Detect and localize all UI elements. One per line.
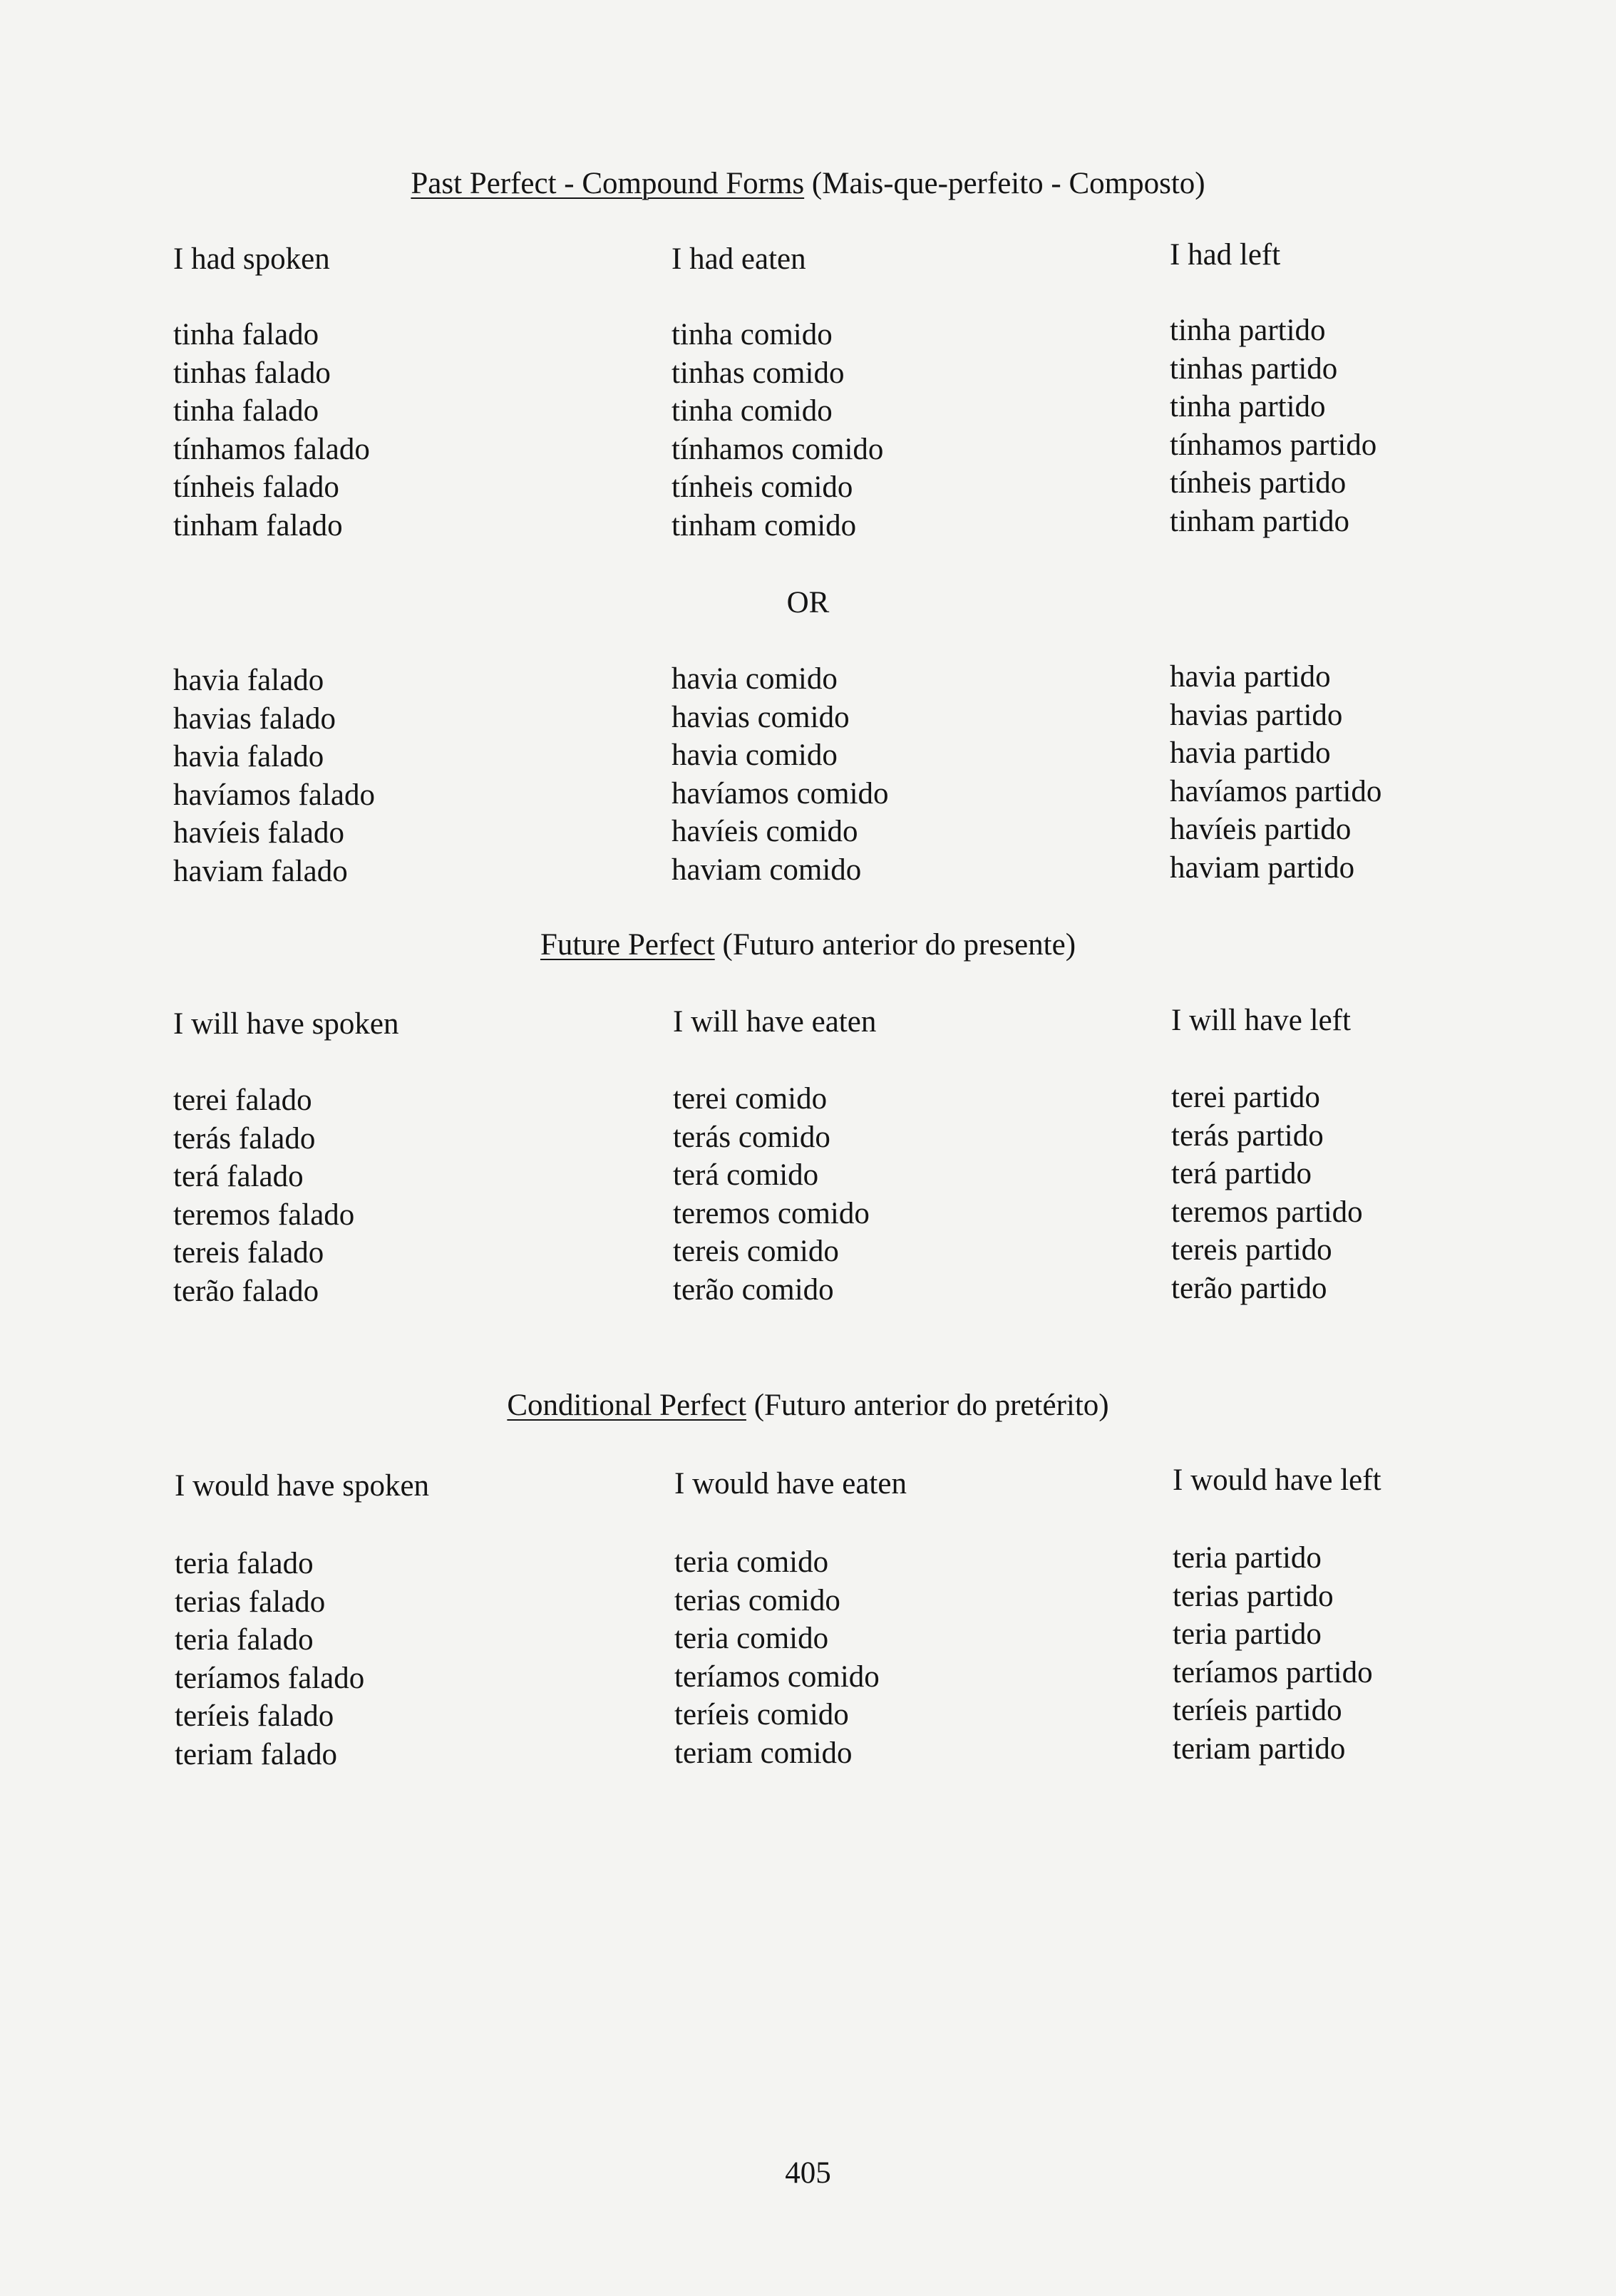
list-item: tinha comido bbox=[671, 394, 833, 428]
column-header: I would have left bbox=[1173, 1463, 1381, 1497]
list-item: terás falado bbox=[173, 1121, 316, 1155]
section-subtitle: (Futuro anterior do pretérito) bbox=[753, 1389, 1109, 1422]
section-title: Conditional Perfect bbox=[507, 1389, 746, 1422]
column-header: I will have eaten bbox=[673, 1005, 877, 1039]
list-item: tereis comido bbox=[673, 1235, 839, 1269]
list-item: teria partido bbox=[1173, 1617, 1322, 1652]
list-item: terei comido bbox=[673, 1082, 828, 1116]
list-item: haviam partido bbox=[1170, 850, 1355, 885]
list-item: tínheis falado bbox=[173, 470, 339, 505]
conjugation-list bbox=[175, 1545, 364, 1774]
list-item: tinha comido bbox=[671, 318, 833, 351]
list-item: teria partido bbox=[1173, 1541, 1322, 1575]
section-heading-past-perfect bbox=[0, 165, 1616, 203]
list-item: tinhas comido bbox=[671, 356, 845, 390]
list-item: terias comido bbox=[674, 1583, 840, 1617]
list-item: teríeis falado bbox=[175, 1699, 334, 1734]
list-item: havias partido bbox=[1170, 698, 1343, 732]
section-subtitle: (Futuro anterior do presente) bbox=[722, 928, 1076, 962]
page-number: 405 bbox=[785, 2156, 831, 2190]
list-item: havíamos falado bbox=[173, 778, 375, 812]
list-item: tinha partido bbox=[1170, 314, 1326, 347]
list-item: tínhamos comido bbox=[671, 432, 884, 466]
list-item: tinham partido bbox=[1170, 504, 1349, 538]
or-separator: OR bbox=[786, 586, 830, 619]
list-item: havíamos partido bbox=[1170, 774, 1382, 808]
conjugation-list-alt bbox=[1170, 658, 1381, 887]
list-item: terias partido bbox=[1173, 1579, 1334, 1613]
list-item: haviam falado bbox=[173, 854, 348, 888]
conjugation-list bbox=[173, 1081, 354, 1311]
list-item: terei partido bbox=[1171, 1081, 1320, 1114]
conjugation-list-alt bbox=[671, 660, 889, 890]
list-item: havia partido bbox=[1170, 660, 1331, 694]
list-item: tinha falado bbox=[173, 318, 319, 351]
list-item: tínhamos falado bbox=[173, 432, 370, 466]
list-item: havia falado bbox=[173, 664, 324, 697]
column-header: I will have spoken bbox=[173, 1007, 399, 1041]
conjugation-list bbox=[1171, 1078, 1363, 1308]
list-item: terei falado bbox=[173, 1083, 312, 1117]
list-item: teria falado bbox=[175, 1547, 314, 1580]
list-item: teríamos partido bbox=[1173, 1655, 1373, 1689]
list-item: teríeis partido bbox=[1173, 1694, 1342, 1728]
conjugation-list bbox=[671, 316, 883, 545]
list-item: havíamos comido bbox=[671, 776, 889, 810]
list-item: teriam partido bbox=[1173, 1731, 1346, 1766]
list-item: teriam falado bbox=[175, 1737, 338, 1771]
list-item: havia partido bbox=[1170, 736, 1331, 771]
section-title: Past Perfect - Compound Forms bbox=[411, 167, 805, 200]
list-item: tínhamos partido bbox=[1170, 428, 1377, 462]
column-header: I would have eaten bbox=[674, 1467, 907, 1500]
column-header: I had left bbox=[1170, 238, 1281, 272]
column-header: I will have left bbox=[1171, 1004, 1351, 1037]
list-item: teria falado bbox=[175, 1623, 314, 1657]
list-item: terá falado bbox=[173, 1160, 304, 1194]
list-item: teremos partido bbox=[1171, 1195, 1363, 1229]
list-item: teremos comido bbox=[673, 1196, 870, 1230]
list-item: tinham falado bbox=[173, 508, 343, 542]
list-item: havias comido bbox=[671, 700, 850, 734]
column-header: I had spoken bbox=[173, 242, 330, 276]
list-item: terias falado bbox=[175, 1585, 326, 1619]
list-item: teremos falado bbox=[173, 1198, 355, 1232]
list-item: terás comido bbox=[673, 1120, 830, 1154]
list-item: tinhas falado bbox=[173, 356, 331, 390]
conjugation-list bbox=[173, 316, 370, 545]
conjugation-list bbox=[674, 1543, 880, 1773]
list-item: terão falado bbox=[173, 1274, 319, 1308]
list-item: teríeis comido bbox=[674, 1698, 849, 1732]
list-item: havia falado bbox=[173, 740, 324, 774]
section-heading-conditional-perfect bbox=[0, 1386, 1616, 1425]
list-item: tínheis comido bbox=[671, 470, 853, 505]
section-subtitle: (Mais-que-perfeito - Composto) bbox=[811, 167, 1205, 200]
list-item: terá comido bbox=[673, 1158, 819, 1193]
section-title: Future Perfect bbox=[540, 928, 715, 962]
list-item: tereis partido bbox=[1171, 1233, 1332, 1267]
list-item: tinha falado bbox=[173, 394, 319, 428]
list-item: tereis falado bbox=[173, 1236, 324, 1270]
list-item: havia comido bbox=[671, 662, 838, 696]
list-item: haviam comido bbox=[671, 853, 862, 887]
conjugation-list bbox=[673, 1080, 870, 1309]
column-header: I would have spoken bbox=[175, 1469, 430, 1503]
conjugation-list bbox=[1170, 312, 1376, 541]
list-item: terão comido bbox=[673, 1272, 834, 1307]
conjugation-list-alt bbox=[173, 661, 375, 891]
list-item: havíeis comido bbox=[671, 815, 858, 849]
list-item: teria comido bbox=[674, 1622, 829, 1656]
list-item: havíeis partido bbox=[1170, 813, 1352, 847]
list-item: tinhas partido bbox=[1170, 351, 1338, 386]
list-item: terás partido bbox=[1171, 1118, 1324, 1153]
conjugation-list bbox=[1173, 1539, 1373, 1769]
list-item: havias falado bbox=[173, 701, 336, 736]
column-header: I had eaten bbox=[671, 242, 806, 276]
section-heading-future-perfect bbox=[0, 926, 1616, 964]
list-item: tinham comido bbox=[671, 508, 857, 542]
list-item: tinha partido bbox=[1170, 390, 1326, 424]
list-item: terá partido bbox=[1171, 1157, 1312, 1191]
list-item: teria comido bbox=[674, 1545, 829, 1579]
list-item: teriam comido bbox=[674, 1736, 853, 1770]
list-item: teríamos comido bbox=[674, 1659, 880, 1694]
list-item: havíeis falado bbox=[173, 816, 344, 850]
list-item: tínheis partido bbox=[1170, 466, 1347, 500]
list-item: havia comido bbox=[671, 738, 838, 773]
list-item: terão partido bbox=[1171, 1271, 1327, 1305]
list-item: teríamos falado bbox=[175, 1661, 365, 1695]
